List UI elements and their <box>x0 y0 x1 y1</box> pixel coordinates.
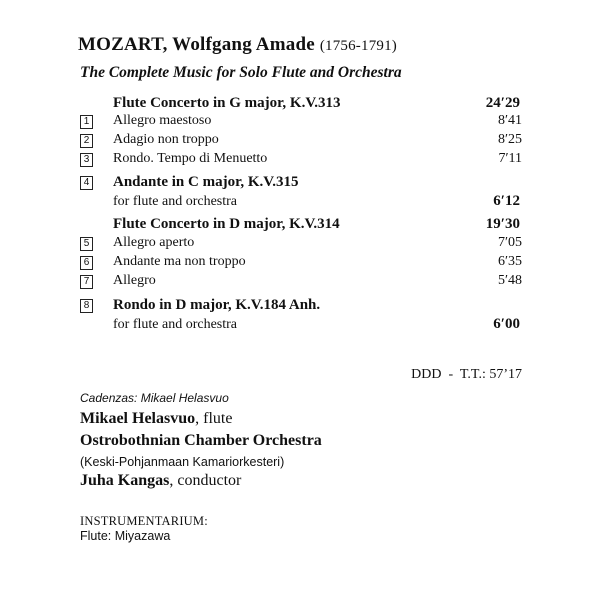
movement-duration: 6′35 <box>497 254 522 269</box>
work-title-rondo-d: Rondo in D major, K.V.184 Anh. <box>113 297 321 313</box>
recording-summary: DDD - T.T.: 57’17 <box>411 367 522 382</box>
track-number-box: 4 <box>80 176 93 190</box>
track-number-box: 6 <box>80 256 93 270</box>
movement-title: Allegro maestoso <box>113 113 212 128</box>
movement-duration: 8′25 <box>497 132 522 147</box>
work-duration-g-major: 24′29 <box>485 95 520 111</box>
movement-duration: 7′11 <box>498 151 522 166</box>
soloist-name: Mikael Helasvuo <box>80 410 196 427</box>
composer-name: MOZART, Wolfgang Amade <box>78 34 315 55</box>
conductor-name: Juha Kangas <box>80 472 170 489</box>
work-subtitle: for flute and orchestra <box>113 317 237 332</box>
album-subtitle: The Complete Music for Solo Flute and Orchestra <box>80 64 402 81</box>
work-title-g-major: Flute Concerto in G major, K.V.313 <box>113 95 341 111</box>
work-title-d-major: Flute Concerto in D major, K.V.314 <box>113 216 340 232</box>
cadenzas-credit: Cadenzas: Mikael Helasvuo <box>80 391 229 405</box>
track-number-box: 5 <box>80 237 93 251</box>
work-subtitle: for flute and orchestra <box>113 194 237 209</box>
soloist-credit <box>80 410 232 428</box>
movement-title: Rondo. Tempo di Menuetto <box>113 151 268 166</box>
track-number-box: 2 <box>80 134 93 148</box>
orchestra-name: Ostrobothnian Chamber Orchestra <box>80 432 322 449</box>
track-number-box: 3 <box>80 153 93 167</box>
work-duration-d-major: 19′30 <box>485 216 520 232</box>
movement-duration: 5′48 <box>497 273 522 288</box>
composer-dates: (1756-1791) <box>319 38 397 54</box>
track-number-box: 7 <box>80 275 93 289</box>
soloist-role: , flute <box>195 410 233 427</box>
track-number-box: 1 <box>80 115 93 129</box>
movement-title: Allegro aperto <box>113 235 195 250</box>
movement-duration: 8′41 <box>497 113 522 128</box>
conductor-credit <box>80 472 241 490</box>
track-number-box: 8 <box>80 299 93 313</box>
movement-duration: 7′05 <box>497 235 522 250</box>
movement-title: Allegro <box>113 273 156 288</box>
movement-title: Adagio non troppo <box>113 132 219 147</box>
work-title-andante-c: Andante in C major, K.V.315 <box>113 174 299 190</box>
work-duration-rondo-d: 6′00 <box>493 316 520 332</box>
instrumentarium-heading: INSTRUMENTARIUM: <box>80 514 208 528</box>
work-duration-andante-c: 6′12 <box>493 193 520 209</box>
composer-heading <box>78 34 397 56</box>
orchestra-alt-name: (Keski-Pohjanmaan Kamariorkesteri) <box>80 455 285 469</box>
instrumentarium-detail: Flute: Miyazawa <box>80 529 171 543</box>
movement-title: Andante ma non troppo <box>113 254 246 269</box>
conductor-role: , conductor <box>169 472 242 489</box>
orchestra-credit <box>80 432 322 450</box>
